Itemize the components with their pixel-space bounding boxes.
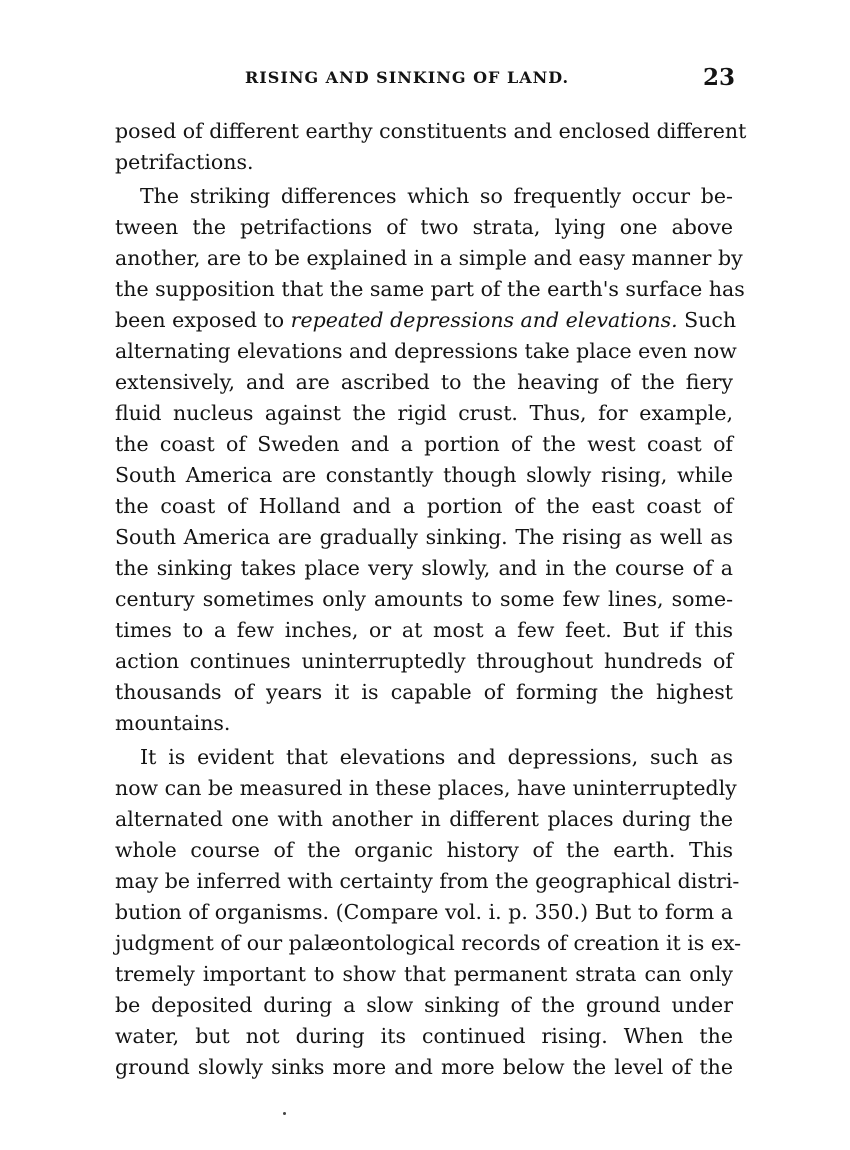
text-line: alternated one with another in different places during the (115, 807, 733, 831)
text-line: mountains. (115, 711, 231, 735)
text-line: bution of organisms. (Compare vol. i. p. 350.) But to form a (115, 900, 733, 924)
running-head (115, 64, 735, 100)
text-line: South America are constantly though slowly rising, while (115, 463, 733, 487)
text-line: The striking differences which so frequently occur be- (140, 184, 733, 208)
text-line: action continues uninterruptedly throughout hundreds of (115, 649, 733, 673)
page-number: 23 (702, 64, 735, 91)
paragraph-1 (115, 116, 747, 178)
text-line: South America are gradually sinking. The rising as well as (115, 525, 733, 549)
text-line: petrifactions. (115, 150, 254, 174)
text-line: thousands of years it is capable of forming the highest (115, 680, 733, 704)
emphasis-after: Such (677, 308, 737, 332)
text-line: tween the petrifactions of two strata, lying one above (115, 215, 733, 239)
text-line-emphasis (115, 305, 737, 336)
text-line: fluid nucleus against the rigid crust. Thus, for example, (115, 401, 733, 425)
text-line: be deposited during a slow sinking of the ground under (115, 993, 733, 1017)
text-line: the coast of Holland and a portion of the east coast of (115, 494, 733, 518)
text-line: alternating elevations and depressions take place even now (115, 339, 737, 363)
text-line: times to a few inches, or at most a few feet. But if this (115, 618, 733, 642)
text-line: It is evident that elevations and depressions, such as (140, 745, 733, 769)
text-line: whole course of the organic history of the earth. This (115, 838, 733, 862)
text-line: now can be measured in these places, have uninterruptedly (115, 776, 737, 800)
text-line: ground slowly sinks more and more below the level of the (115, 1055, 733, 1079)
text-line: extensively, and are ascribed to the heaving of the fiery (115, 370, 733, 394)
emphasis-before: been exposed to (115, 308, 291, 332)
body-text (115, 116, 747, 1083)
text-line: the coast of Sweden and a portion of the west coast of (115, 432, 733, 456)
text-line: judgment of our palæontological records of creation it is ex- (115, 931, 742, 955)
text-line: posed of different earthy constituents and enclosed different (115, 119, 747, 143)
text-line: another, are to be explained in a simple and easy manner by (115, 246, 743, 270)
text-line: the sinking takes place very slowly, and in the course of a (115, 556, 733, 580)
paragraph-3 (115, 742, 742, 1083)
ink-speck (283, 1112, 286, 1115)
text-line: the supposition that the same part of the earth's surface has (115, 277, 745, 301)
paragraph-2 (115, 181, 745, 739)
text-line: century sometimes only amounts to some few lines, some- (115, 587, 733, 611)
emphasis-italic: repeated depressions and elevations. (290, 308, 678, 332)
running-title: RISING AND SINKING OF LAND. (245, 68, 570, 87)
text-line: water, but not during its continued rising. When the (115, 1024, 733, 1048)
text-line: tremely important to show that permanent strata can only (115, 962, 733, 986)
text-line: may be inferred with certainty from the geographical distri- (115, 869, 740, 893)
